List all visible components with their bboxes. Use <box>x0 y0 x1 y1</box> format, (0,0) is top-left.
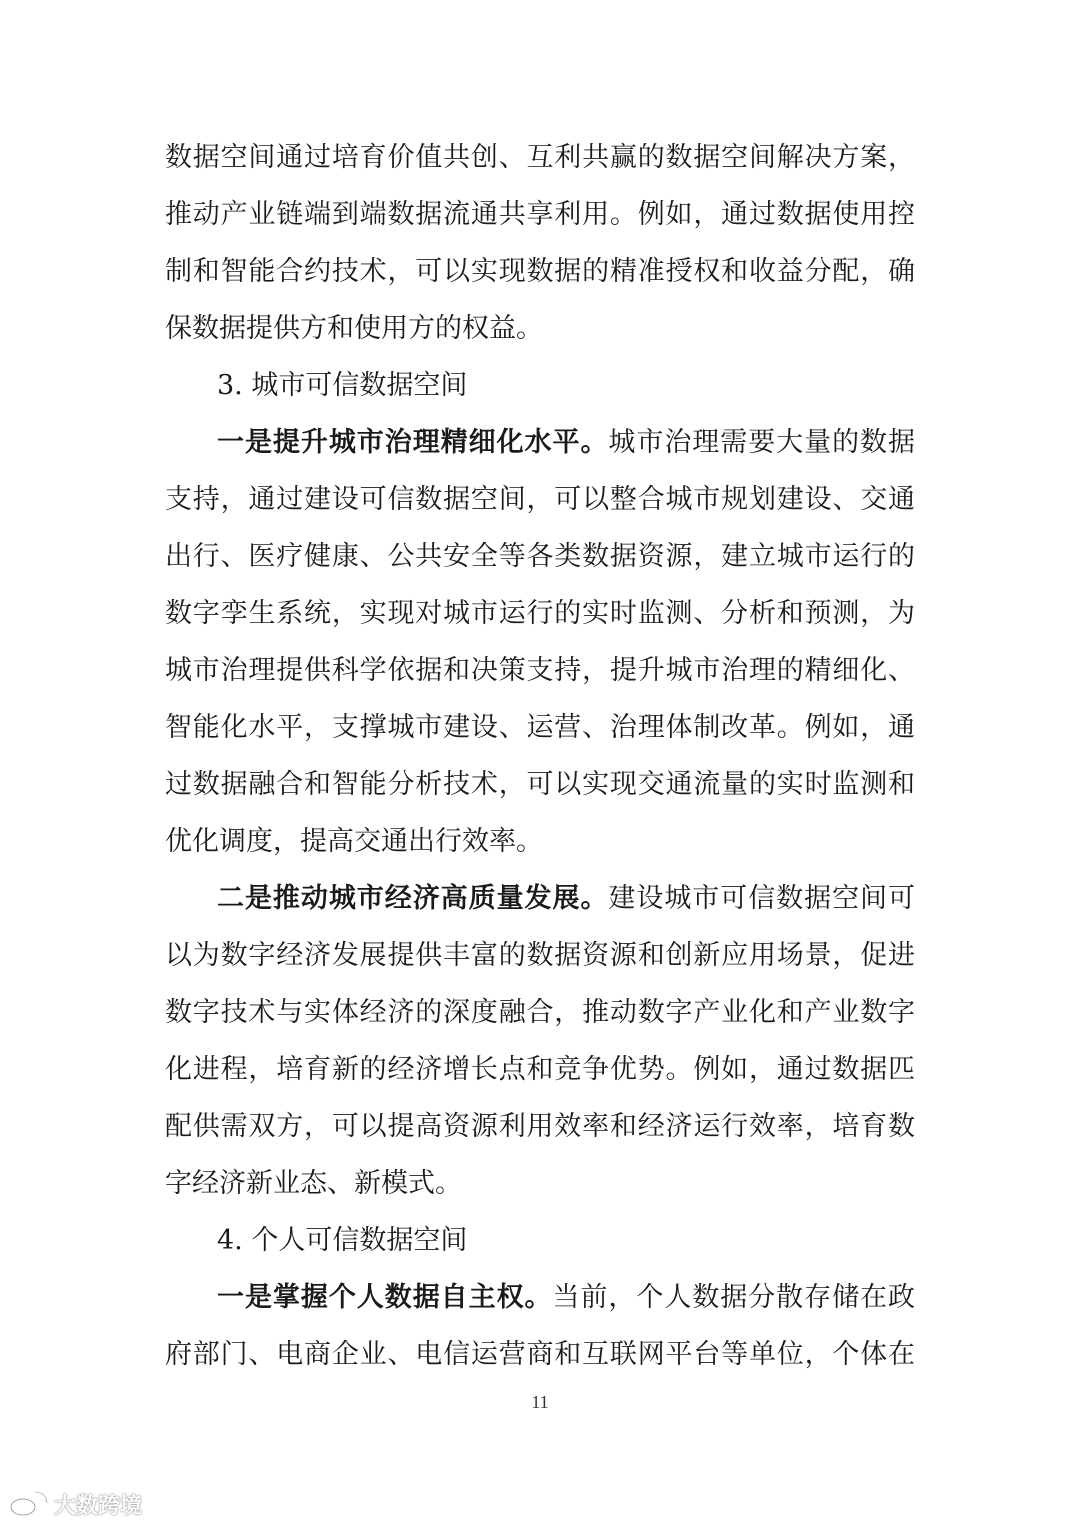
paragraph-line: 数据空间通过培育价值共创、互利共赢的数据空间解决方案， <box>165 142 915 173</box>
paragraph-line: 数字孪生系统，实现对城市运行的实时监测、分析和预测，为 <box>165 598 915 629</box>
paragraph-lead: 一是掌握个人数据自主权。 <box>217 1282 553 1313</box>
section-heading: 4. 个人可信数据空间 <box>217 1225 468 1256</box>
page-number: 11 <box>531 1392 549 1412</box>
watermark <box>8 1488 142 1520</box>
paragraph-line: 支持，通过建设可信数据空间，可以整合城市规划建设、交通 <box>165 484 915 515</box>
paragraph-line: 化进程，培育新的经济增长点和竞争优势。例如，通过数据匹 <box>165 1054 915 1085</box>
paragraph-line: 字经济新业态、新模式。 <box>165 1168 462 1199</box>
paragraph-line: 以为数字经济发展提供丰富的数据资源和创新应用场景，促进 <box>165 940 915 971</box>
paragraph-line: 过数据融合和智能分析技术，可以实现交通流量的实时监测和 <box>165 769 915 800</box>
paragraph-text: 当前，个人数据分散存储在政 <box>552 1282 915 1313</box>
paragraph-line: 智能化水平，支撑城市建设、运营、治理体制改革。例如，通 <box>165 712 915 743</box>
paragraph-line: 出行、医疗健康、公共安全等各类数据资源，建立城市运行的 <box>165 541 915 572</box>
paragraph-line: 保数据提供方和使用方的权益。 <box>165 313 543 344</box>
paragraph-text: 城市治理需要大量的数据 <box>608 427 916 458</box>
paragraph-line: 配供需双方，可以提高资源利用效率和经济运行效率，培育数 <box>165 1111 915 1142</box>
paragraph-first-line <box>217 881 915 917</box>
paragraph-line: 数字技术与实体经济的深度融合，推动数字产业化和产业数字 <box>165 997 915 1028</box>
paragraph-line: 推动产业链端到端数据流通共享利用。例如，通过数据使用控 <box>165 199 915 230</box>
weibo-logo-icon <box>8 1490 50 1518</box>
watermark-text: 大数跨境 <box>54 1493 143 1519</box>
paragraph-line: 制和智能合约技术，可以实现数据的精准授权和收益分配，确 <box>165 256 915 287</box>
paragraph-text: 建设城市可信数据空间可 <box>608 883 916 914</box>
section-heading: 3. 城市可信数据空间 <box>217 370 468 401</box>
paragraph-lead: 一是提升城市治理精细化水平。 <box>217 427 609 458</box>
paragraph-first-line <box>217 425 915 461</box>
paragraph-line: 府部门、电商企业、电信运营商和互联网平台等单位，个体在 <box>165 1339 915 1370</box>
paragraph-lead: 二是推动城市经济高质量发展。 <box>217 883 609 914</box>
paragraph-line: 城市治理提供科学依据和决策支持，提升城市治理的精细化、 <box>165 655 915 686</box>
paragraph-first-line <box>217 1280 915 1316</box>
paragraph-line: 优化调度，提高交通出行效率。 <box>165 826 543 857</box>
